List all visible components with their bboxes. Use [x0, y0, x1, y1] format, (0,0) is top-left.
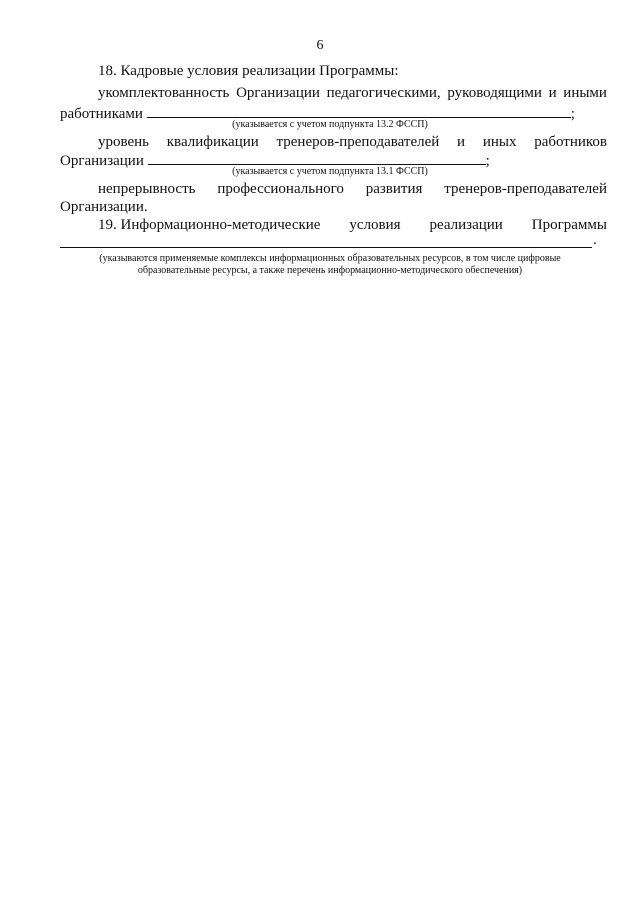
section-19-heading-word: Программы	[531, 217, 607, 233]
section-19-note-line-1: (указываются применяемые комплексы информационных образовательных ресурсов, в том числе цифровые	[99, 253, 561, 264]
staffing-note: (указывается с учетом подпункта 13.2 ФССП)	[232, 119, 428, 130]
qualification-semicolon: ;	[485, 153, 490, 169]
qualification-text-line	[98, 133, 607, 151]
qualification-word: работников	[534, 134, 607, 150]
section-18-heading: 18. Кадровые условия реализации Программы:	[98, 63, 399, 79]
section-19-heading-word: 19. Информационно-методические	[98, 217, 321, 233]
development-text-line	[98, 180, 607, 198]
staffing-word: руководящими	[447, 85, 542, 101]
qualification-word: уровень	[98, 134, 150, 150]
staffing-blank-field[interactable]	[147, 104, 571, 118]
staffing-semicolon: ;	[570, 106, 575, 122]
development-word: тренеров-преподавателей	[444, 181, 607, 197]
staffing-word: иными	[563, 85, 607, 101]
qualification-note: (указывается с учетом подпункта 13.1 ФССП)	[232, 166, 428, 177]
qualification-label: Организации	[60, 153, 144, 169]
section-19-heading-word: реализации	[429, 217, 503, 233]
qualification-word: иных	[482, 134, 517, 150]
staffing-word: и	[548, 85, 557, 101]
section-19-heading	[98, 216, 607, 234]
development-word: непрерывность	[98, 181, 196, 197]
development-word: профессионального	[217, 181, 344, 197]
qualification-blank-field[interactable]	[148, 151, 486, 165]
staffing-word: педагогическими,	[326, 85, 441, 101]
section-19-heading-word: условия	[349, 217, 401, 233]
staffing-label: работниками	[60, 106, 143, 122]
staffing-word: Организации	[236, 85, 320, 101]
section-19-note-line-2: образовательные ресурсы, а также перечень информационно-методического обеспечения)	[137, 265, 523, 276]
staffing-word: укомплектованность	[98, 85, 230, 101]
section-19-blank-field[interactable]	[60, 247, 592, 248]
staffing-text-line	[98, 84, 607, 102]
development-line-2: Организации.	[60, 199, 148, 215]
qualification-word: тренеров-преподавателей	[276, 134, 440, 150]
qualification-word: квалификации	[166, 134, 259, 150]
page-number: 6	[316, 38, 324, 53]
development-word: развития	[365, 181, 423, 197]
section-19-period: .	[593, 232, 597, 248]
qualification-word: и	[457, 134, 466, 150]
